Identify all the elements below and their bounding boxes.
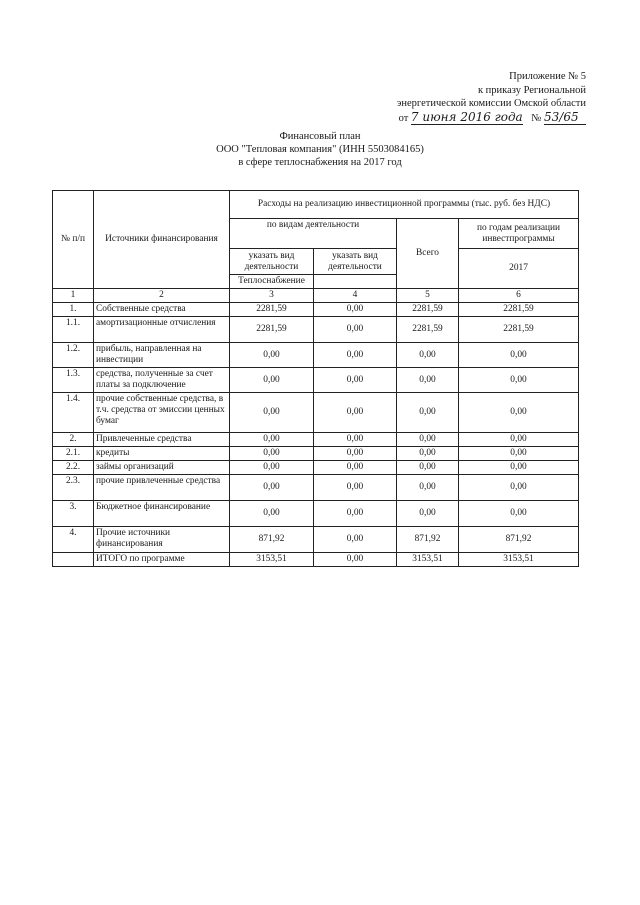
row-number: 2. [53,433,94,447]
header-year: 2017 [459,249,579,289]
table-row [53,475,579,501]
row-source: Прочие источники финансирования [94,527,230,553]
col-number: 3 [230,289,314,303]
cell-activity-1: 0,00 [230,447,314,461]
cell-activity-2: 0,00 [314,501,397,527]
col-number: 5 [397,289,459,303]
cell-activity-1: 0,00 [230,461,314,475]
row-source: прочие собственные средства, в т.ч. средства от эмиссии ценных бумаг [94,393,230,433]
title-line-1: Финансовый план [279,131,361,142]
cell-total: 0,00 [397,433,459,447]
table-row [53,368,579,393]
annex-authority: энергетической комиссии Омской области [396,98,586,109]
row-number: 1.1. [53,317,94,343]
table-row [53,317,579,343]
row-source: амортизационные отчисления [94,317,230,343]
title-line-3: в сфере теплоснабжения на 2017 год [238,157,402,168]
cell-activity-2: 0,00 [314,393,397,433]
table-row [53,433,579,447]
handwritten-number: 53/65 [544,111,586,126]
table-row [53,447,579,461]
cell-activity-2: 0,00 [314,317,397,343]
total-all: 3153,51 [397,553,459,567]
cell-activity-1: 871,92 [230,527,314,553]
cell-activity-2: 0,00 [314,475,397,501]
cell-total: 871,92 [397,527,459,553]
cell-total: 0,00 [397,461,459,475]
cell-year: 0,00 [459,393,579,433]
cell-year: 871,92 [459,527,579,553]
cell-total: 0,00 [397,501,459,527]
financial-plan-table [52,190,579,567]
cell-activity-2: 0,00 [314,461,397,475]
row-source: прибыль, направленная на инвестиции [94,343,230,368]
header-activity-2: указать вид деятельности [314,249,397,275]
row-number: 1.4. [53,393,94,433]
row-number: 4. [53,527,94,553]
header-col-num: № п/п [53,191,94,289]
cell-total: 0,00 [397,368,459,393]
column-numbers-row [53,289,579,303]
header-by-activity: по видам деятельности [230,219,397,249]
col-number: 1 [53,289,94,303]
header-col-source: Источники финансирования [94,191,230,289]
title-line-2: ООО "Тепловая компания" (ИНН 5503084165) [216,144,424,155]
row-source: средства, полученные за счет платы за подключение [94,368,230,393]
cell-year: 2281,59 [459,317,579,343]
row-number: 2.1. [53,447,94,461]
row-number: 2.2. [53,461,94,475]
cell-activity-1: 0,00 [230,475,314,501]
total-row-number-cell [53,553,94,567]
header-activity-1: указать вид деятельности [230,249,314,275]
cell-year: 0,00 [459,475,579,501]
cell-activity-2: 0,00 [314,527,397,553]
annex-order-ref: к приказу Региональной [477,84,586,96]
document-title [0,130,640,169]
header-empty-cell [314,275,397,289]
cell-total: 2281,59 [397,303,459,317]
cell-activity-1: 0,00 [230,433,314,447]
cell-year: 0,00 [459,501,579,527]
total-row [53,553,579,567]
total-year: 3153,51 [459,553,579,567]
table-row [53,501,579,527]
cell-activity-2: 0,00 [314,303,397,317]
row-number: 1. [53,303,94,317]
number-label: № [531,112,542,124]
annex-date-number-line [397,111,586,126]
row-source: займы организаций [94,461,230,475]
cell-total: 0,00 [397,343,459,368]
cell-year: 2281,59 [459,303,579,317]
col-number: 6 [459,289,579,303]
cell-year: 0,00 [459,461,579,475]
cell-total: 2281,59 [397,317,459,343]
header-total: Всего [397,219,459,289]
cell-activity-1: 2281,59 [230,303,314,317]
header-by-years: по годам реализации инвестпрограммы [459,219,579,249]
total-row-label: ИТОГО по программе [94,553,230,567]
cell-total: 0,00 [397,393,459,433]
cell-total: 0,00 [397,475,459,501]
annex-title: Приложение № 5 [509,71,586,82]
table-row [53,303,579,317]
cell-total: 0,00 [397,447,459,461]
header-expenses: Расходы на реализацию инвестиционной программы (тыс. руб. без НДС) [230,191,579,219]
row-source: Бюджетное финансирование [94,501,230,527]
handwritten-date: 7 июня 2016 года [410,109,523,124]
cell-activity-1: 0,00 [230,343,314,368]
row-number: 2.3. [53,475,94,501]
row-source: кредиты [94,447,230,461]
cell-activity-2: 0,00 [314,343,397,368]
cell-activity-2: 0,00 [314,433,397,447]
table-row [53,527,579,553]
row-number: 1.2. [53,343,94,368]
row-source: прочие привлеченные средства [94,475,230,501]
row-source: Привлеченные средства [94,433,230,447]
row-number: 1.3. [53,368,94,393]
row-source: Собственные средства [94,303,230,317]
row-number: 3. [53,501,94,527]
cell-year: 0,00 [459,447,579,461]
cell-activity-1: 0,00 [230,393,314,433]
cell-year: 0,00 [459,343,579,368]
total-activity-2: 0,00 [314,553,397,567]
cell-activity-1: 0,00 [230,368,314,393]
col-number: 2 [94,289,230,303]
cell-year: 0,00 [459,433,579,447]
from-label: от [398,112,409,124]
cell-activity-2: 0,00 [314,368,397,393]
annex-block [397,70,586,125]
cell-activity-1: 0,00 [230,501,314,527]
cell-activity-1: 2281,59 [230,317,314,343]
cell-activity-2: 0,00 [314,447,397,461]
header-heat-supply: Теплоснабжение [230,275,314,289]
table-row [53,461,579,475]
table-row [53,393,579,433]
total-activity-1: 3153,51 [230,553,314,567]
col-number: 4 [314,289,397,303]
cell-year: 0,00 [459,368,579,393]
table-row [53,343,579,368]
